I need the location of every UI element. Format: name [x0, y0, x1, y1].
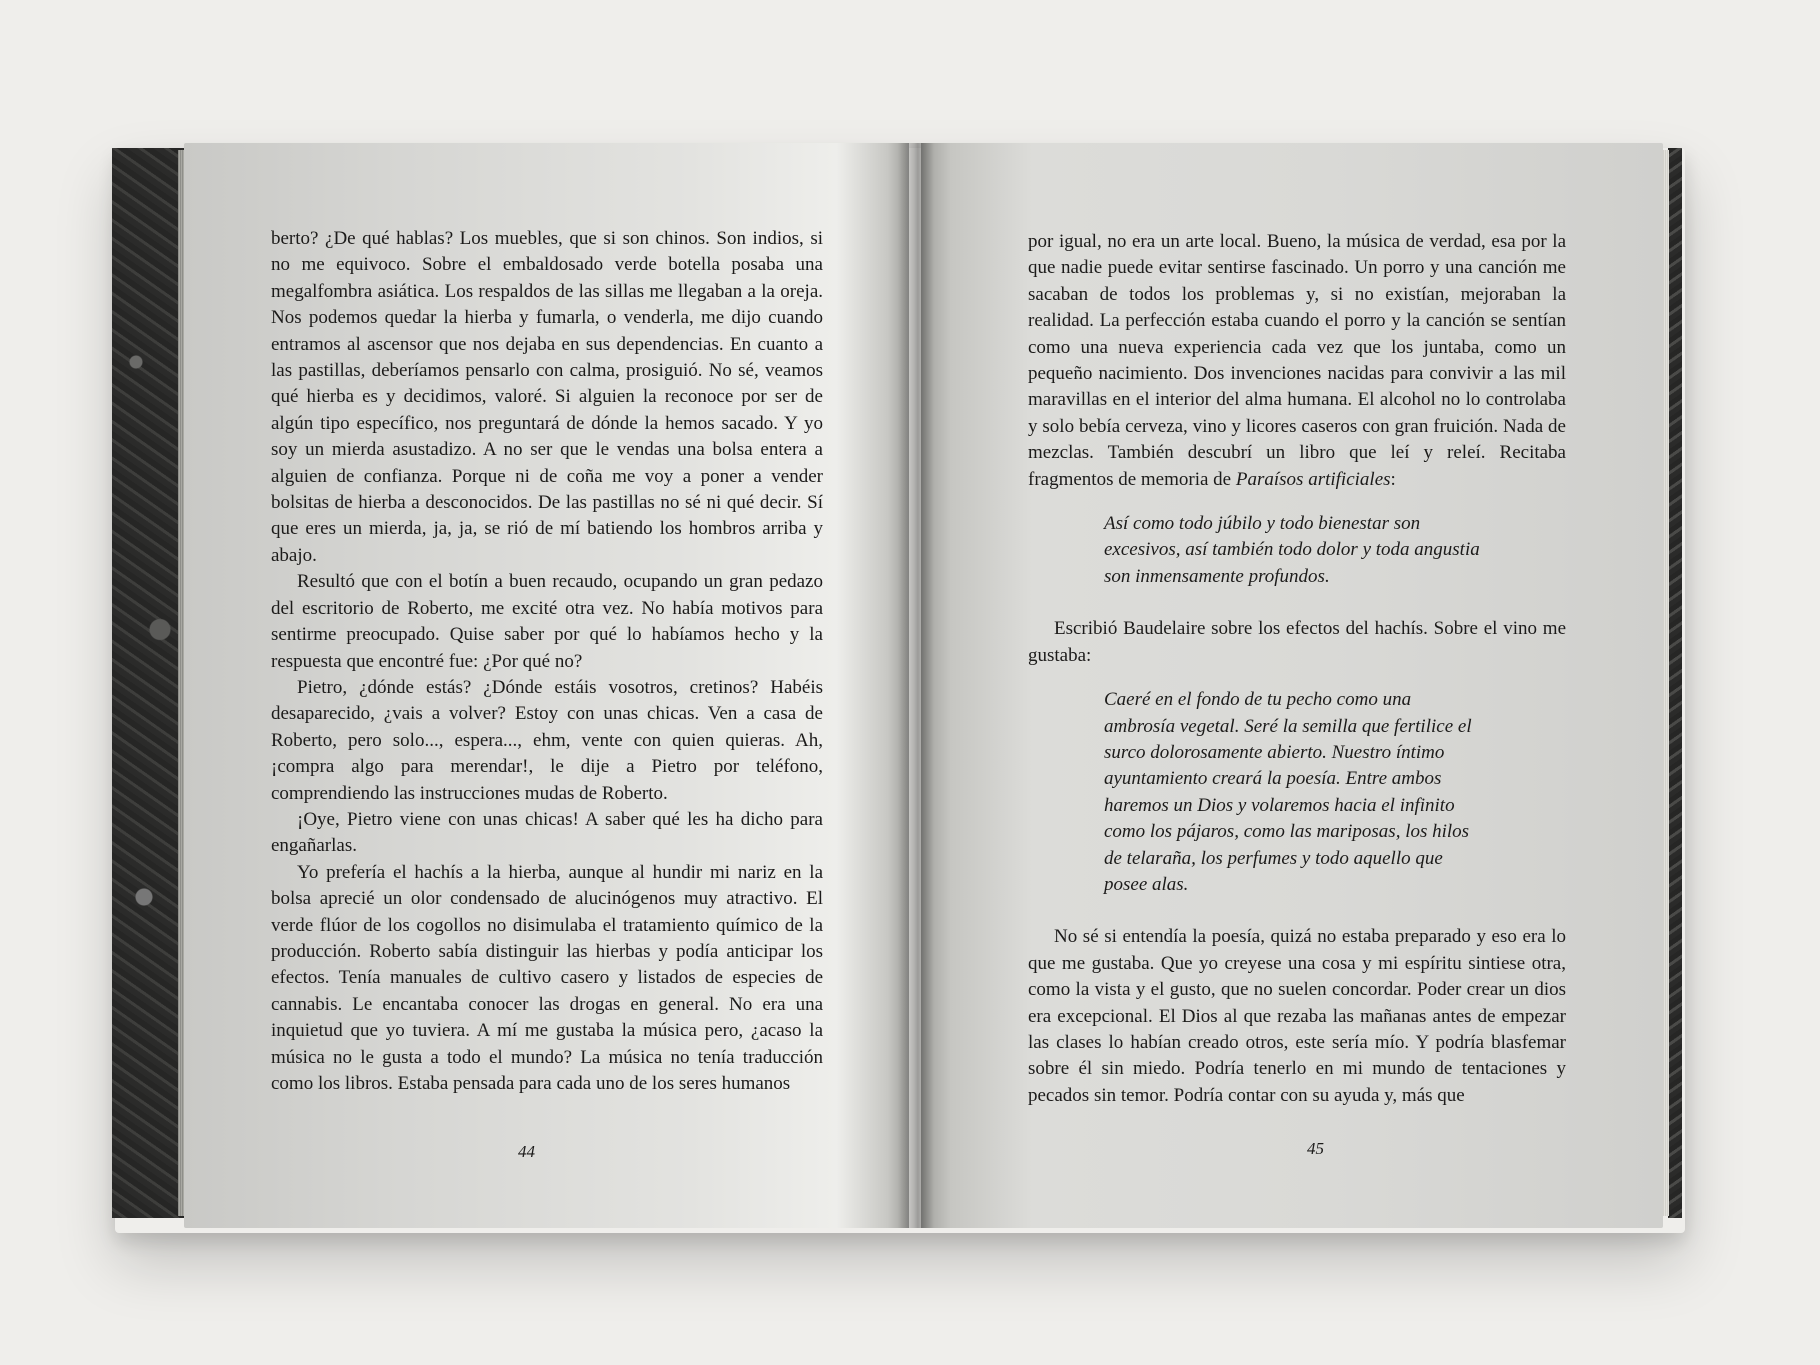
paragraph: Escribió Baudelaire sobre los efectos del hachís. Sobre el vino me gustaba:: [1028, 618, 1566, 666]
quote-block: Así como todo júbilo y todo bienestar son excesivos, así también todo dolor y toda angustia son inmensamente profundos.: [1104, 513, 1480, 587]
paragraph: Yo prefería el hachís a la hierba, aunque al hundir mi nariz en la bolsa aprecié un olor condensado de alucinógenos muy atractivo. El verde flúor de los cogollos no disimulaba el tratamiento químico de la producción. Roberto sabía distinguir las hierbas y podía anticipar los efectos. Tenía manuales de cultivo casero y listados de especies de cannabis. Le encantaba conocer las drogas en general. No era una inquietud que yo tuviera. A mí me gustaba la música pero, ¿acaso la música no le gusta a todo el mundo? La música no tenía traducción como los libros. Estaba pensada para cada uno de los seres humanos: [271, 861, 823, 1094]
paragraph: Resultó que con el botín a buen recaudo, ocupando un gran pedazo del escritorio de Roberto, me excité otra vez. No había motivos para sentirme preocupado. Quise saber por qué lo habíamos hecho y la respuesta que encontré fue: ¿Por qué no?: [271, 571, 823, 672]
page-number-left: 44: [518, 1142, 535, 1161]
paragraph: No sé si entendía la poesía, quizá no estaba preparado y eso era lo que me gustaba. Que yo creyese una cosa y mi espíritu sintiese otra, como la vista y el gusto, que no suelen concordar. Poder crear un dios era excepcional. El Dios al que rezaba las mañanas antes de empezar las clases lo habían creado otros, este sería mío. Y podría blasfemar sobre él sin miedo. Podría tenerlo en mi mundo de tentaciones y pecados sin temor. Podría contar con su ayuda y, más que: [1028, 926, 1566, 1106]
paragraph: Pietro, ¿dónde estás? ¿Dónde estáis vosotros, cretinos? Habéis desaparecido, ¿vais a volver? Estoy con unas chicas. Ven a casa de Roberto, pero solo..., espera..., ehm, vente con quien quieras. Ah, ¡compra algo para merendar!, le dije a Pietro por teléfono, comprendiendo las instrucciones mudas de Roberto.: [271, 676, 823, 804]
book-gutter: [898, 143, 934, 1228]
paragraph-text: :: [1390, 468, 1396, 490]
paragraph: [1028, 229, 1566, 493]
left-page: [184, 143, 909, 1228]
quote-block: Caeré en el fondo de tu pecho como una ambrosía vegetal. Seré la semilla que fertilice el surco dolorosamente abierto. Nuestro íntimo ayuntamiento creará la poesía. Entre ambos haremos un Dios y volaremos hacia el infinito como los pájaros, como las mariposas, los hilos de telaraña, los perfumes y todo aquello que posee alas.: [1104, 689, 1472, 895]
page-number-right: 45: [1307, 1139, 1324, 1158]
right-page-text: [1028, 229, 1566, 1109]
paragraph: ¡Oye, Pietro viene con unas chicas! A saber qué les ha dicho para engañarlas.: [271, 808, 823, 857]
paragraph-text: por igual, no era un arte local. Bueno, la música de verdad, esa por la que nadie puede evitar sentirse fascinado. Un porro y una canción me sacaban de todos los problemas y, si no existían, mejoraban la realidad. La perfección estaba cuando el porro y la canción se sentían como una nueva experiencia cada vez que los juntaba, como un pequeño nacimiento. Dos invenciones nacidas para convivir a las mil maravillas en el interior del alma humana. El alcohol no lo controlaba y solo bebía cerveza, vino y licores caseros con gran fruición. Nada de mezclas. También descubrí un libro que leí y releí. Recitaba fragmentos de memoria de: [1028, 231, 1566, 490]
book-cover-right: [1668, 148, 1682, 1218]
paragraph: berto? ¿De qué hablas? Los muebles, que si son chinos. Son indios, si no me equivoco. Sobre el embaldosado verde botella posaba una megalfombra asiática. Los respaldos de las sillas me llegaban a la oreja. Nos podemos quedar la hierba y fumarla, o venderla, me dijo cuando entramos al ascensor que nos dejaba en sus dependencias. En cuanto a las pastillas, deberíamos pensarlo con calma, prosiguió. No sé, veamos qué hierba es y decidimos, valoré. Si alguien la reconoce por ser de algún tipo específico, nos preguntará de dónde la hemos sacado. Y yo soy un mierda asustadizo. A no ser que le vendas una bolsa entera a alguien de confianza. Porque ni de coña me voy a poner a vender bolsitas de hierba a desconocidos. De las pastillas no sé ni qué decir. Sí que eres un mierda, ja, ja, se rió de mí batiendo los hombros arriba y abajo.: [271, 228, 823, 566]
book-title: Paraísos artificiales: [1235, 468, 1391, 490]
left-page-text: [271, 226, 823, 1097]
right-page: [921, 143, 1663, 1228]
